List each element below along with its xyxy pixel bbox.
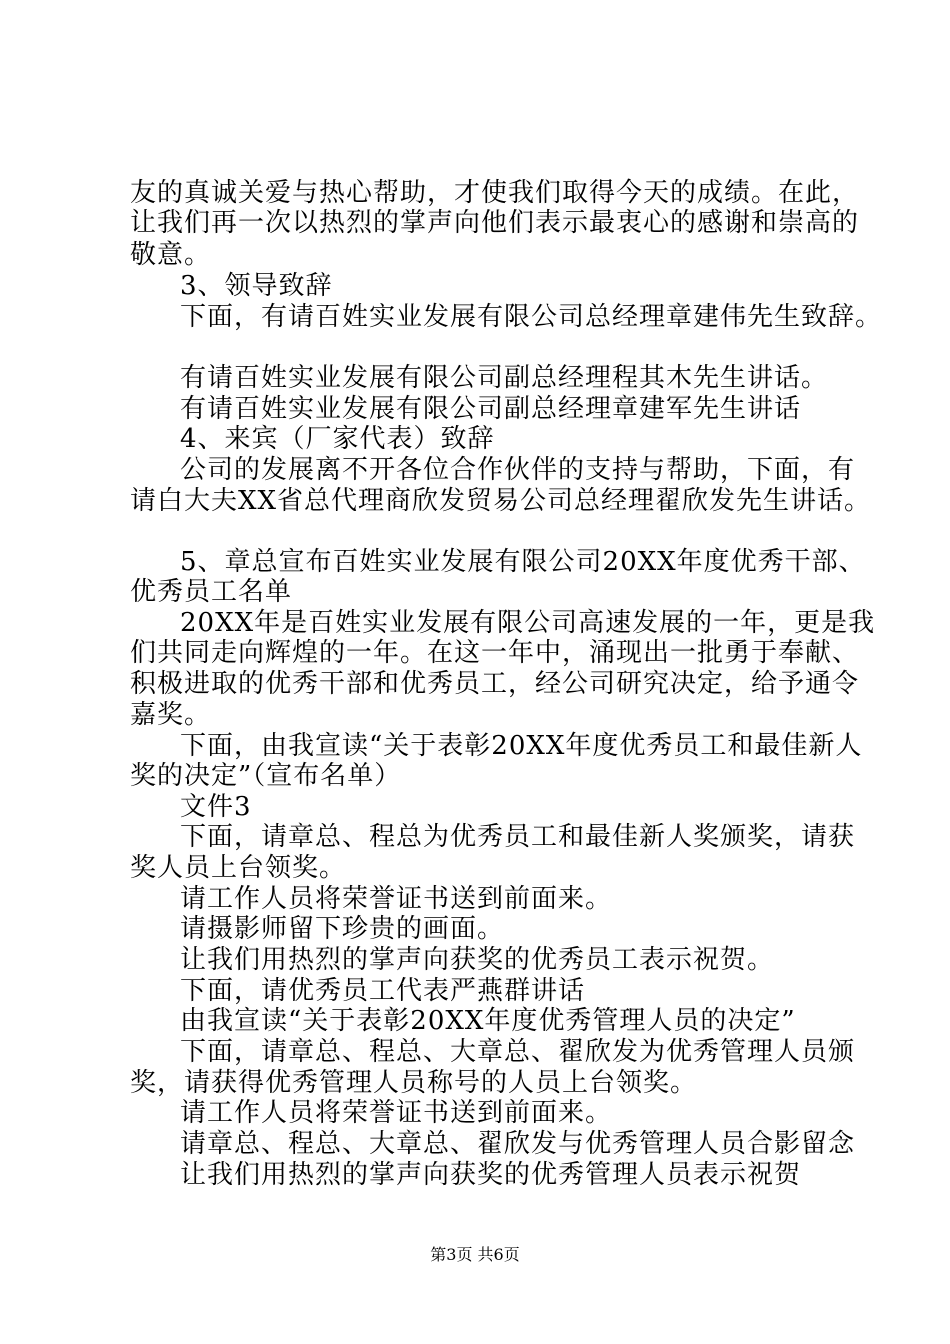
text-line: 让我们再一次以热烈的掌声向他们表示最衷心的感谢和崇高的 (130, 208, 860, 238)
text-line: 们共同走向辉煌的一年。在这一年中，涌现出一批勇于奉献、 (130, 638, 860, 668)
text-line: 下面，请优秀员工代表严燕群讲话 (180, 976, 586, 1006)
page-number-footer: 第3页 共6页 (430, 1245, 520, 1264)
text-line: 有请百姓实业发展有限公司副总经理章建军先生讲话 (180, 394, 802, 424)
text-line: 下面，有请百姓实业发展有限公司总经理章建伟先生致辞。 (180, 302, 883, 332)
text-line: 公司的发展离不开各位合作伙伴的支持与帮助，下面，有 (180, 455, 856, 485)
text-line: 奖的决定”（宣布名单） (130, 761, 402, 791)
text-line: 优秀员工名单 (130, 577, 293, 607)
text-line: 20XX年是百姓实业发展有限公司高速发展的一年，更是我 (180, 608, 876, 638)
text-line: 下面，请章总、程总、大章总、翟欣发为优秀管理人员颁 (180, 1037, 856, 1067)
text-line: 有请百姓实业发展有限公司副总经理程其木先生讲话。 (180, 363, 829, 393)
text-line: 请摄影师留下珍贵的画面。 (180, 914, 505, 944)
text-line: 文件3 (180, 792, 252, 822)
text-line: 下面，请章总、程总为优秀员工和最佳新人奖颁奖，请获 (180, 822, 856, 852)
text-line: 下面，由我宣读“关于表彰20XX年度优秀员工和最佳新人 (180, 731, 863, 761)
text-line: 友的真诚关爱与热心帮助，才使我们取得今天的成绩。在此， (130, 178, 860, 208)
section-heading: 4、来宾（厂家代表）致辞 (180, 424, 495, 454)
text-line: 积极进取的优秀干部和优秀员工，经公司研究决定，给予通令 (130, 669, 860, 699)
text-line: 让我们用热烈的掌声向获奖的优秀管理人员表示祝贺 (180, 1160, 802, 1190)
text-line: 敬意。 (130, 240, 212, 270)
text-line: 让我们用热烈的掌声向获奖的优秀员工表示祝贺。 (180, 945, 775, 975)
section-heading: 5、章总宣布百姓实业发展有限公司20XX年度优秀干部、 (180, 547, 866, 577)
text-line: 请白大夫XX省总代理商欣发贸易公司总经理翟欣发先生讲话。 (130, 486, 872, 516)
section-heading: 3、领导致辞 (180, 271, 333, 301)
text-line: 奖，请获得优秀管理人员称号的人员上台领奖。 (130, 1068, 698, 1098)
text-line: 请工作人员将荣誉证书送到前面来。 (180, 884, 613, 914)
text-line: 请章总、程总、大章总、翟欣发与优秀管理人员合影留念 (180, 1129, 856, 1159)
text-line: 嘉奖。 (130, 700, 212, 730)
text-line: 奖人员上台领奖。 (130, 853, 347, 883)
text-line: 由我宣读“关于表彰20XX年度优秀管理人员的决定” (180, 1006, 796, 1036)
text-line: 请工作人员将荣誉证书送到前面来。 (180, 1098, 613, 1128)
